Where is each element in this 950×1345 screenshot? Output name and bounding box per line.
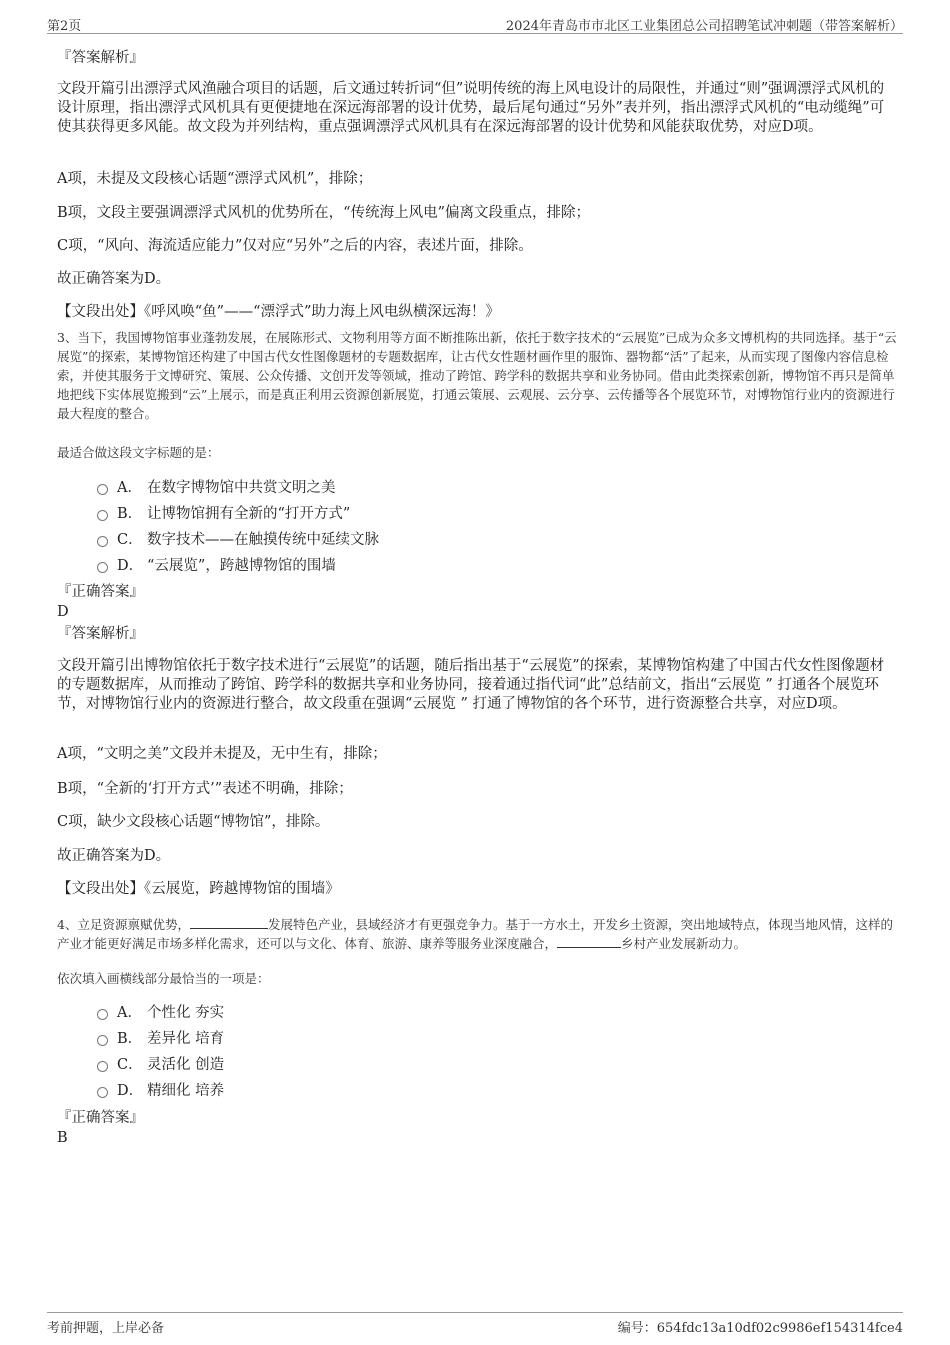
q2-exclusion-c: C项，“风向、海流适应能力”仅对应“另外”之后的内容，表述片面，排除。: [57, 238, 533, 254]
q2-source: 【文段出处】《呼风唤“鱼”——“漂浮式”助力海上风电纵横深远海！》: [57, 304, 500, 320]
q4-answer: B: [57, 1130, 68, 1146]
radio-button[interactable]: [97, 484, 108, 495]
q3-answer-label: 『正确答案』: [57, 584, 144, 600]
radio-button[interactable]: [97, 510, 108, 521]
q3-exclusion-b: B项，“全新的‘打开方式’”表述不明确，排除；: [57, 781, 353, 797]
fill-blank-1: [190, 916, 268, 929]
q3-option-d[interactable]: D． “云展览”，跨越博物馆的围墙: [97, 556, 336, 576]
q3-option-c[interactable]: C． 数字技术——在触摸传统中延续文脉: [97, 530, 379, 550]
radio-button[interactable]: [97, 1035, 108, 1046]
q4-answer-label: 『正确答案』: [57, 1110, 144, 1126]
q4-option-b[interactable]: B． 差异化 培育: [97, 1029, 224, 1049]
q3-option-b[interactable]: B． 让博物馆拥有全新的“打开方式”: [97, 504, 350, 524]
q4-option-d[interactable]: D． 精细化 培养: [97, 1081, 224, 1101]
q2-exclusion-b: B项，文段主要强调漂浮式风机的优势所在，“传统海上风电”偏离文段重点，排除；: [57, 205, 590, 221]
q3-conclusion: 故正确答案为D。: [57, 848, 171, 864]
q3-exclusion-c: C项，缺少文段核心话题“博物馆”，排除。: [57, 814, 330, 830]
footer-slogan: 考前押题，上岸必备: [47, 1321, 165, 1336]
q3-exclusion-a: A项，“文明之美”文段并未提及，无中生有，排除；: [57, 746, 387, 762]
fill-blank-2: [557, 935, 621, 948]
q3-analysis-text: 文段开篇引出博物馆依托于数字技术进行“云展览”的话题，随后指出基于“云展览”的探索，某博物馆构建了中国古代女性图像题材的专题数据库，从而推动了跨馆、跨学科的数据共享和业务协同，接着通过指代词“此”总结前文，指出“云展览 ” 打通各个展览环节，对博物馆行业内的资源进行整合，故文段重在强调“云展览 ” 打通了博物馆的各个环节，进行资源整合共享，对应D项。: [57, 658, 885, 712]
q3-source: 【文段出处】《云展览，跨越博物馆的围墙》: [57, 881, 340, 897]
radio-button[interactable]: [97, 562, 108, 573]
radio-button[interactable]: [97, 1087, 108, 1098]
q4-prompt: 依次填入画横线部分最恰当的一项是：: [57, 971, 270, 986]
q3-answer: D: [57, 604, 69, 620]
q2-exclusion-a: A项，未提及文段核心话题“漂浮式风机”，排除；: [57, 171, 373, 187]
radio-button[interactable]: [97, 536, 108, 547]
q2-analysis-text: 文段开篇引出漂浮式风渔融合项目的话题，后文通过转折词“但”说明传统的海上风电设计的局限性，并通过“则”强调漂浮式风机的设计原理，指出漂浮式风机具有更便捷地在深远海部署的设计优势，最后尾句通过“另外”表并列，指出漂浮式风机的“电动缆绳”可使其获得更多风能。故文段为并列结构，重点强调漂浮式风机具有在深远海部署的设计优势和风能获取优势，对应D项。: [57, 81, 885, 135]
radio-button[interactable]: [97, 1061, 108, 1072]
q4-option-c[interactable]: C． 灵活化 创造: [97, 1055, 224, 1075]
q3-option-a[interactable]: A． 在数字博物馆中共赏文明之美: [97, 478, 336, 498]
radio-button[interactable]: [97, 1009, 108, 1020]
document-id: 编号：654fdc13a10df02c9986ef154314fce4: [617, 1321, 903, 1336]
page-footer: [47, 1312, 903, 1343]
q3-prompt: 最适合做这段文字标题的是：: [57, 445, 220, 460]
page-header: [47, 13, 903, 34]
q3-analysis-label: 『答案解析』: [57, 626, 144, 642]
q2-conclusion: 故正确答案为D。: [57, 271, 171, 287]
q3-stem: 3、当下，我国博物馆事业蓬勃发展，在展陈形式、文物利用等方面不断推陈出新，依托于数字技术的“云展览”已成为众多文博机构的共同选择。基于“云展览”的探索，某博物馆还构建了中国古代女性图像题材的专题数据库，让古代女性题材画作里的服饰、器物都“活”了起来，从而实现了图像内容信息检索，并使其服务于文博研究、策展、公众传播、文创开发等领域，推动了跨馆、跨学科的数据共享和业务协同。借由此类探索创新，博物馆不再只是简单地把线下实体展览搬到“云”上展示，而是真正利用云资源创新展览，打通云策展、云观展、云分享、云传播等各个展览环节，对博物馆行业内的资源进行最大程度的整合。: [57, 330, 897, 421]
q2-analysis-label: 『答案解析』: [57, 50, 144, 66]
document-title: 2024年青岛市市北区工业集团总公司招聘笔试冲刺题（带答案解析）: [505, 19, 903, 34]
page-number: 第2页: [47, 19, 82, 34]
q4-stem: 4、立足资源禀赋优势， 发展特色产业，县域经济才有更强竞争力。基于一方水土，开发乡土资源，突出地域特点，体现当地风情，这样的产业才能更好满足市场多样化需求，还可以与文化、体育、旅游、康养等服务业深度融合， 乡村产业发展新动力。: [57, 917, 893, 951]
q4-option-a[interactable]: A． 个性化 夯实: [97, 1003, 224, 1023]
